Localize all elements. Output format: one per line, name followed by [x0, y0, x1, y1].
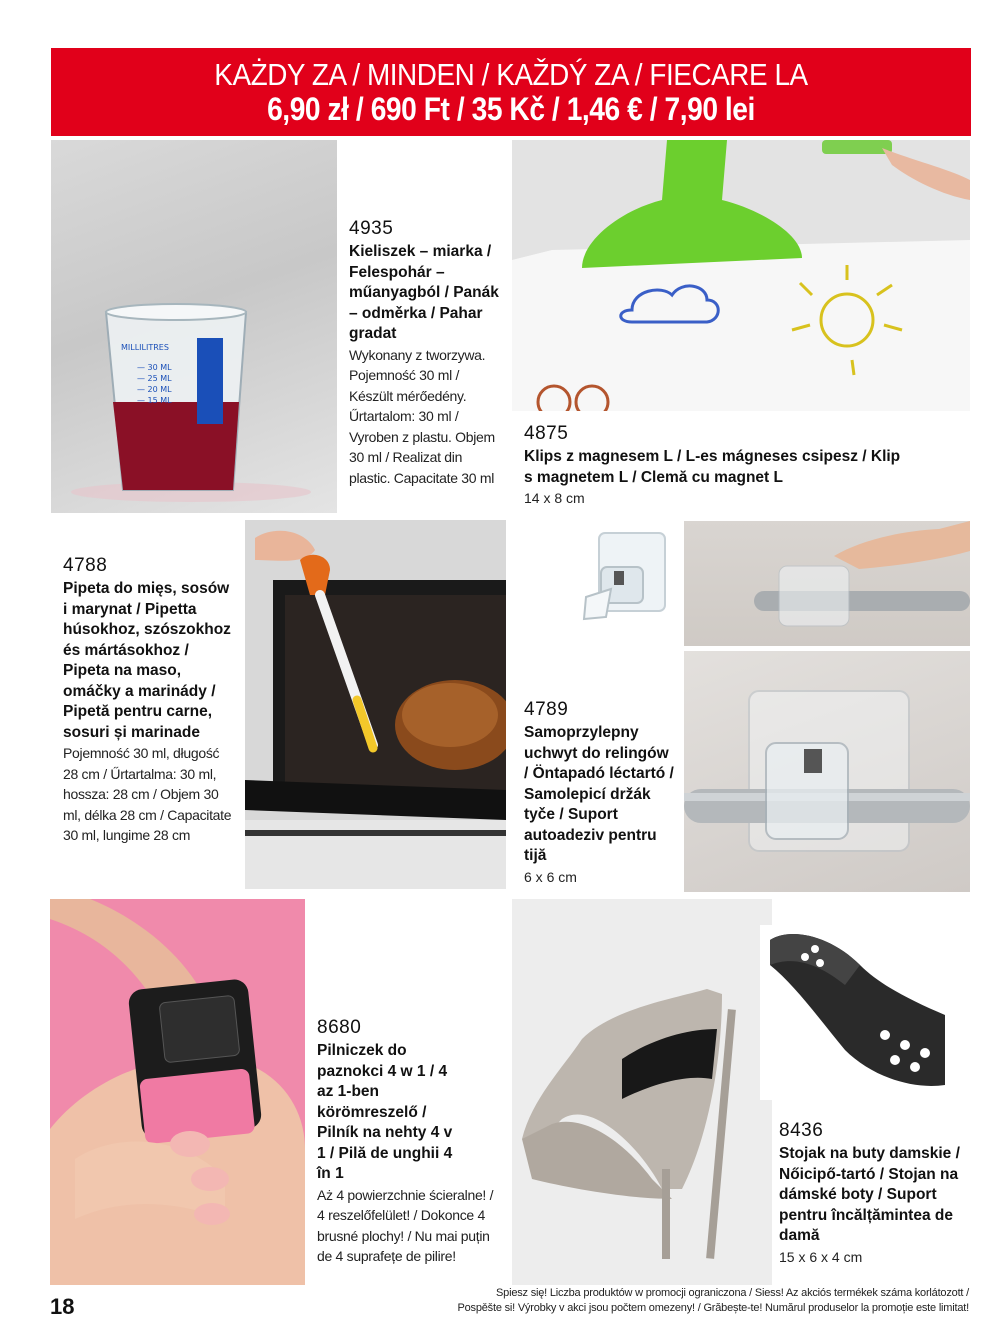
rail-holder-wall-image [684, 521, 970, 646]
product-name: Kieliszek – miarka / Felespohár – műanyagból / Panák – odměrka / Pahar gradat [349, 243, 499, 342]
product-4789 [524, 699, 674, 887]
baster-oven-image [245, 520, 506, 889]
svg-text:— 20 ML: — 20 ML [137, 385, 172, 394]
banner-prices: 6,90 zł / 690 Ft / 35 Kč / 1,46 € / 7,90 lei [267, 91, 755, 127]
product-4935 [349, 218, 504, 488]
product-name: Pilniczek do paznokci 4 w 1 / 4 az 1-ben körömreszelő / Pilník na nehty 4 v 1 / Pilă de unghii 4 în 1 [317, 1042, 453, 1182]
product-name: Klips z magnesem L / L-es mágneses csipesz / Klip s magnetem L / Clemă cu magnet L [524, 448, 901, 486]
product-size: 14 x 8 cm [524, 490, 585, 506]
rail-holder-image [566, 527, 676, 645]
product-size: 6 x 6 cm [524, 868, 577, 885]
product-8436 [779, 1120, 969, 1267]
svg-text:— 15 ML: — 15 ML [137, 396, 172, 405]
disclaimer-line-1: Spiesz się! Liczba produktów w promocji ograniczona / Siess! Az akciós termékek száma korlátozott / [496, 1287, 969, 1299]
disclaimer-line-2: Pospěšte si! Výrobky v akci jsou počtem omezeny! / Grăbește-te! Numărul produselor la promoție este limitat! [457, 1302, 969, 1314]
product-code: 8680 [317, 1017, 362, 1038]
promo-disclaimer [409, 1286, 969, 1316]
shoes-image [512, 899, 772, 1285]
product-description: Pojemność 30 ml, długość 28 cm / Űrtartalma: 30 ml, hossza: 28 cm / Objem 30 ml, délka 28 cm / Capacitate 30 ml, lungime 28 cm [63, 745, 232, 843]
magnetic-clip-image [512, 140, 970, 411]
product-description: Aż 4 powierzchnie ścieralne! / 4 reszelőfelület! / Dokonce 4 brusné plochy! / Nu mai puțin de 4 suprafețe de pilire! [317, 1186, 494, 1264]
product-code: 8436 [779, 1120, 824, 1141]
banner-headline: KAŻDY ZA / MINDEN / KAŽDÝ ZA / FIECARE LA [214, 57, 808, 92]
product-name: Samoprzylepny uchwyt do relingów / Öntapadó léctartó / Samolepicí držák tyče / Suport autoadeziv pentru tijă [524, 724, 674, 864]
page-number: 18 [50, 1294, 75, 1319]
product-code: 4789 [524, 699, 569, 720]
product-code: 4788 [63, 555, 108, 576]
svg-text:— 25 ML: — 25 ML [137, 374, 172, 383]
product-name: Pipeta do mięs, sosów i marynat / Pipetta húsokhoz, szószokhoz és mártásokhoz / Pipeta na maso, omáčky a marinády / Pipetă pentru carne, sosuri și marinade [63, 580, 231, 741]
shoe-stand-image [760, 925, 955, 1100]
price-banner [51, 48, 971, 136]
product-code: 4875 [524, 423, 569, 444]
rail-holder-closeup-image [684, 651, 970, 892]
svg-text:MILLILITRES: MILLILITRES [121, 343, 169, 352]
nail-file-image [50, 899, 305, 1285]
svg-text:— 30 ML: — 30 ML [137, 363, 172, 372]
measuring-glass-image [51, 140, 337, 513]
product-4875 [524, 423, 904, 509]
product-4788 [63, 555, 235, 846]
product-8680 [317, 1017, 501, 1267]
product-name: Stojak na buty damskie / Nőicipő-tartó / Stojan na dámské boty / Suport pentru încălțămintea de damă [779, 1145, 960, 1244]
product-size: 15 x 6 x 4 cm [779, 1248, 863, 1265]
product-description: Wykonany z tworzywa. Pojemność 30 ml / Készült mérőedény. Űrtartalom: 30 ml / Vyroben z plastu. Objem 30 ml / Realizat din plastic. Capacitate 30 ml [349, 346, 495, 486]
product-code: 4935 [349, 218, 394, 239]
